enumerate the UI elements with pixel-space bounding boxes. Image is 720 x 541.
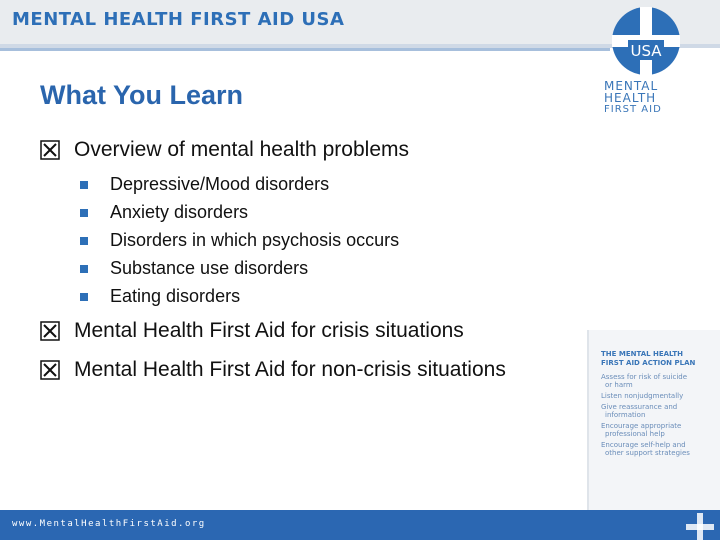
- bullet-text: Mental Health First Aid for crisis situations: [74, 319, 464, 342]
- bullet-text: Mental Health First Aid for non-crisis situations: [74, 358, 506, 381]
- checkbox-x-icon: [40, 140, 60, 160]
- action-plan-item-line-1: Encourage self-help and: [601, 441, 686, 449]
- action-plan-item-line-1: Encourage appropriate: [601, 422, 682, 430]
- sub-bullet: [80, 202, 248, 223]
- header-accent-stripe: [0, 48, 610, 51]
- action-plan: [601, 350, 719, 460]
- square-bullet-icon: [80, 209, 88, 217]
- action-plan-item: [601, 392, 719, 400]
- action-plan-title-line-1: THE MENTAL HEALTH: [601, 350, 683, 358]
- logo-line-3: FIRST AID: [604, 104, 662, 115]
- square-bullet-icon: [80, 293, 88, 301]
- action-plan-item-line-2: other support strategies: [605, 449, 690, 457]
- footer-bar: [0, 510, 720, 540]
- bullet-overview: [40, 138, 409, 162]
- action-plan-title: [601, 350, 719, 368]
- cross-badge-icon: [604, 4, 694, 78]
- action-plan-item: [601, 373, 719, 389]
- action-plan-item: [601, 403, 719, 419]
- sub-bullet-text: Depressive/Mood disorders: [110, 174, 330, 194]
- footer-url[interactable]: www.MentalHealthFirstAid.org: [12, 519, 206, 529]
- sub-bullet: [80, 174, 329, 195]
- square-bullet-icon: [80, 237, 88, 245]
- panel-divider: [587, 330, 589, 510]
- square-bullet-icon: [80, 265, 88, 273]
- action-plan-item-line-1: Give reassurance and: [601, 403, 678, 411]
- checkbox-x-icon: [40, 321, 60, 341]
- sub-bullet-text: Eating disorders: [110, 286, 241, 306]
- sub-bullet-text: Anxiety disorders: [110, 202, 249, 222]
- sub-bullet: [80, 286, 240, 307]
- brand-name: MENTAL HEALTH FIRST AID USA: [12, 9, 345, 30]
- mhfa-logo: [604, 4, 694, 130]
- action-plan-panel: [587, 330, 720, 510]
- logo-line-1: MENTAL: [604, 79, 659, 93]
- action-plan-item-line-1: Listen nonjudgmentally: [601, 392, 684, 400]
- action-plan-item-line-1: Assess for risk of suicide: [601, 373, 688, 381]
- slide-title: What You Learn: [40, 80, 244, 110]
- action-plan-title-line-2: FIRST AID ACTION PLAN: [601, 359, 696, 367]
- bullet-crisis: [40, 319, 464, 343]
- action-plan-item-line-2: or harm: [605, 381, 633, 389]
- logo-line-2: HEALTH: [604, 91, 657, 105]
- sub-bullet: [80, 230, 399, 251]
- action-plan-item-line-2: professional help: [605, 430, 665, 438]
- checkbox-x-icon: [40, 360, 60, 380]
- action-plan-item: [601, 422, 719, 438]
- bullet-non-crisis: [40, 358, 506, 382]
- logo-wordmark: [604, 80, 704, 116]
- bullet-text: Overview of mental health problems: [74, 138, 409, 161]
- sub-bullet-text: Disorders in which psychosis occurs: [110, 230, 400, 250]
- sub-bullet: [80, 258, 308, 279]
- action-plan-item-line-2: information: [605, 411, 646, 419]
- action-plan-item: [601, 441, 719, 457]
- sub-bullet-text: Substance use disorders: [110, 258, 309, 278]
- cross-icon: [686, 513, 714, 541]
- square-bullet-icon: [80, 181, 88, 189]
- logo-badge-text: USA: [630, 42, 662, 60]
